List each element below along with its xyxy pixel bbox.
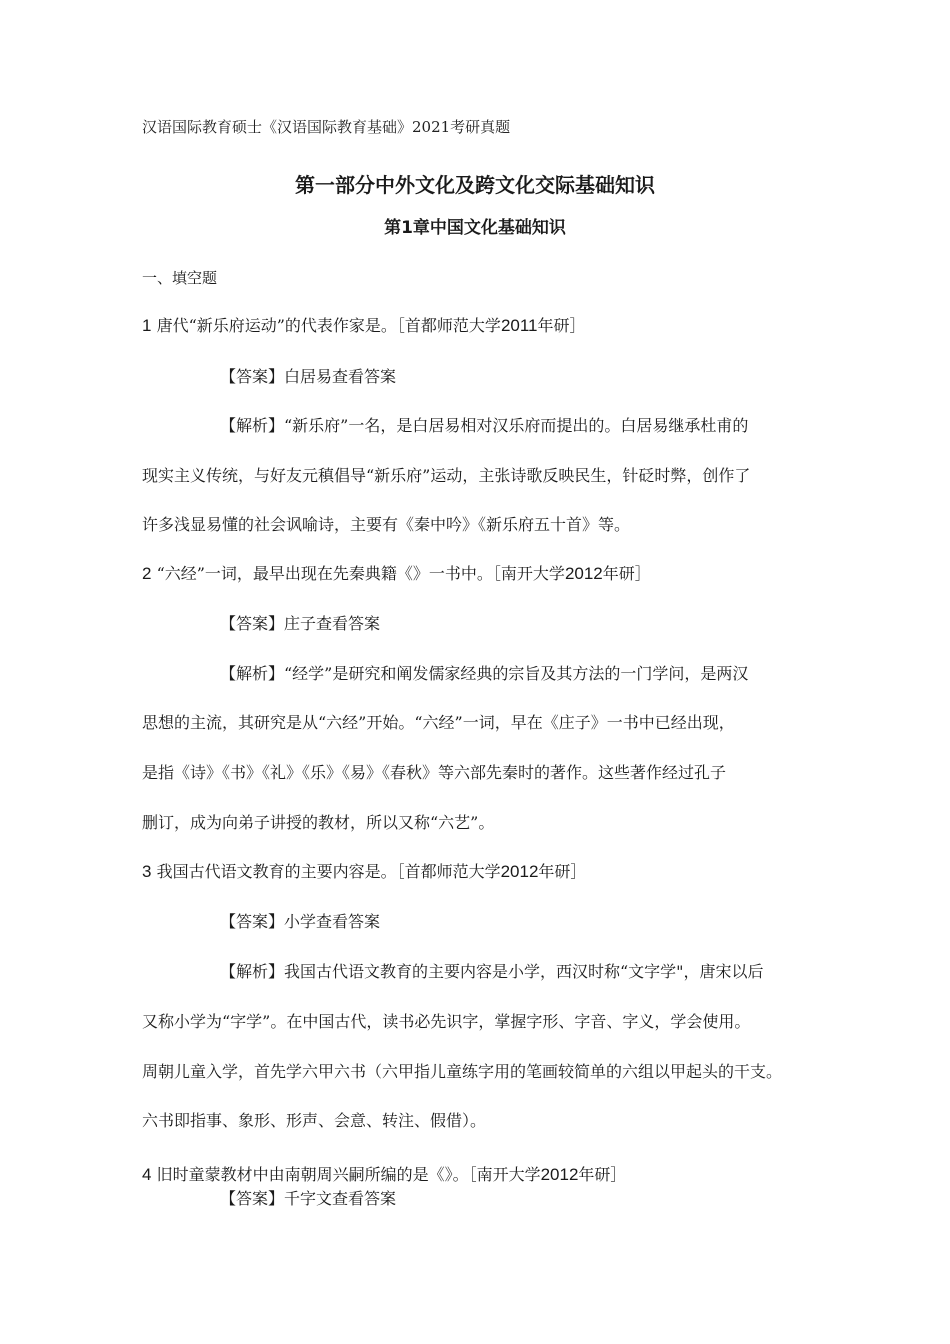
explanation-2-line-1: 【解析】“经学”是研究和阐发儒家经典的宗旨及其方法的一门学问，是两汉 (220, 664, 749, 683)
answer-3: 【答案】小学查看答案 (220, 912, 381, 931)
explanation-1-line-2: 现实主义传统，与好友元稹倡导“新乐府”运动，主张诗歌反映民生，针砭时弊，创作了 (142, 466, 751, 485)
question-number: 2 (142, 564, 152, 583)
document-title: 汉语国际教育硕士《汉语国际教育基础》2021考研真题 (142, 118, 511, 136)
question-number: 3 (142, 862, 152, 881)
question-source-end: 年研］ (578, 1165, 627, 1184)
question-source-end: 年研］ (602, 564, 651, 583)
question-year: 2012 (540, 1165, 579, 1184)
section-label: 一、填空题 (142, 269, 218, 287)
answer-2: 【答案】庄子查看答案 (220, 614, 381, 633)
question-2 (142, 564, 651, 584)
explanation-3-line-3: 周朝儿童入学，首先学六甲六书（六甲指儿童练字用的笔画较简单的六组以甲起头的干支。 (142, 1062, 783, 1081)
answer-4: 【答案】千字文查看答案 (220, 1189, 397, 1208)
question-1 (142, 316, 586, 336)
explanation-3-line-2: 又称小学为“字学”。在中国古代，读书必先识字，掌握字形、字音、字义，学会使用。 (142, 1012, 751, 1031)
question-source-end: 年研］ (538, 862, 587, 881)
explanation-3-line-4: 六书即指事、象形、形声、会意、转注、假借）。 (142, 1111, 487, 1130)
question-text: 唐代“新乐府运动”的代表作家是。［首都师范大学 (156, 316, 501, 335)
chapter-heading: 第1章中国文化基础知识 (384, 218, 566, 238)
answer-1: 【答案】白居易查看答案 (220, 367, 397, 386)
question-number: 4 (142, 1165, 152, 1184)
question-source-end: 年研］ (537, 316, 586, 335)
explanation-1-line-3: 许多浅显易懂的社会讽喻诗，主要有《秦中吟》《新乐府五十首》等。 (142, 515, 631, 534)
question-number: 1 (142, 316, 152, 335)
question-3 (142, 862, 586, 882)
question-year: 2011 (500, 316, 538, 335)
question-text: “六经”一词，最早出现在先秦典籍《》一书中。［南开大学 (156, 564, 565, 583)
explanation-2-line-2: 思想的主流，其研究是从“六经”开始。“六经”一词，早在《庄子》一书中已经出现， (142, 713, 735, 732)
explanation-1-line-1: 【解析】“新乐府”一名，是白居易相对汉乐府而提出的。白居易继承杜甫的 (220, 416, 749, 435)
explanation-2-line-3: 是指《诗》《书》《礼》《乐》《易》《春秋》等六部先秦时的著作。这些著作经过孔子 (142, 763, 727, 782)
question-year: 2012 (500, 862, 539, 881)
question-text: 旧时童蒙教材中由南朝周兴嗣所编的是《》。［南开大学 (156, 1165, 541, 1184)
question-text: 我国古代语文教育的主要内容是。［首都师范大学 (156, 862, 501, 881)
question-year: 2012 (564, 564, 603, 583)
question-4 (142, 1165, 626, 1185)
part-heading: 第一部分中外文化及跨文化交际基础知识 (295, 173, 655, 197)
explanation-3-line-1: 【解析】我国古代语文教育的主要内容是小学，西汉时称“文字学"，唐宋以后 (220, 962, 764, 981)
explanation-2-line-4: 删订，成为向弟子讲授的教材，所以又称“六艺”。 (142, 813, 495, 832)
